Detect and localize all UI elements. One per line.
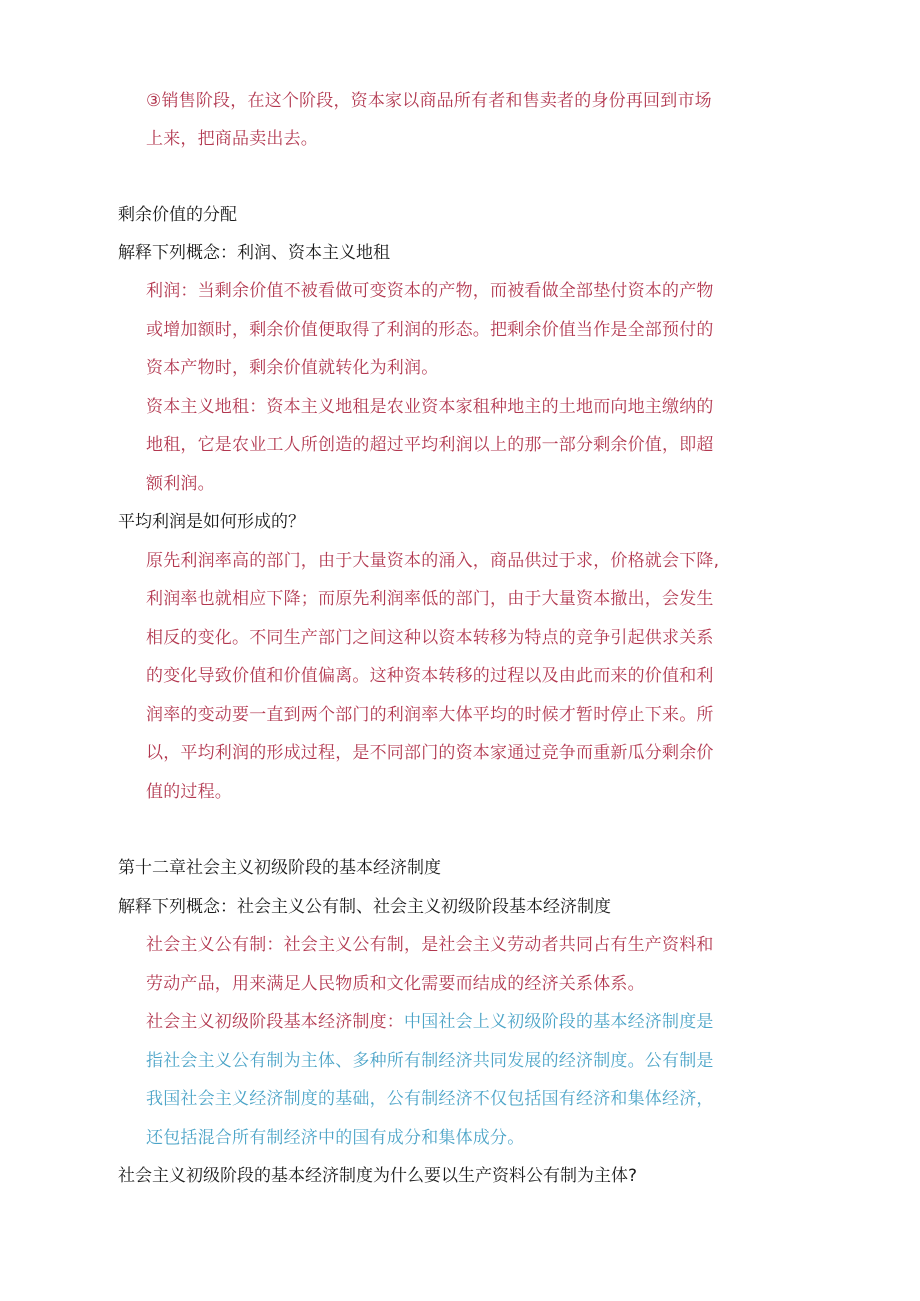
rent-definition-line-3: 额利润。: [146, 474, 215, 494]
rent-definition-line-1: 资本主义地租：资本主义地租是农业资本家租种地主的土地而向地主缴纳的: [146, 397, 714, 417]
average-profit-answer-line-1: 原先利润率高的部门，由于大量资本的涌入，商品供过于求，价格就会下降,: [146, 551, 720, 571]
profit-definition-line-1: 利润：当剩余价值不被看做可变资本的产物，而被看做全部垫付资本的产物: [146, 281, 714, 301]
basic-system-term: 社会主义初级阶段基本经济制度：: [146, 1012, 404, 1032]
question-average-profit: 平均利润是如何形成的？: [118, 512, 305, 532]
basic-system-definition-line-1: [146, 1010, 714, 1034]
average-profit-answer-line-5: 润率的变动要一直到两个部门的利润率大体平均的时候才暂时停止下来。所: [146, 705, 714, 725]
sales-stage-line-2: 上来，把商品卖出去。: [146, 129, 318, 149]
average-profit-answer-line-3: 相反的变化。不同生产部门之间这种以资本转移为特点的竞争引起供求关系: [146, 628, 714, 648]
average-profit-answer-line-2: 利润率也就相应下降；而原先利润率低的部门，由于大量资本撤出，会发生: [146, 589, 714, 609]
chapter-12-title: 第十二章社会主义初级阶段的基本经济制度: [118, 858, 441, 878]
public-ownership-definition-line-1: 社会主义公有制：社会主义公有制，是社会主义劳动者共同占有生产资料和: [146, 935, 714, 955]
question-concepts-public-ownership: 解释下列概念：社会主义公有制、社会主义初级阶段基本经济制度: [118, 897, 611, 917]
sales-stage-line-1: ③销售阶段，在这个阶段，资本家以商品所有者和售卖者的身份再回到市场: [146, 91, 712, 111]
section-heading-surplus-value: 剩余价值的分配: [118, 205, 237, 225]
basic-system-definition-line-2: 指社会主义公有制为主体、多种所有制经济共同发展的经济制度。公有制是: [146, 1051, 714, 1071]
profit-definition-line-3: 资本产物时，剩余价值就转化为利润。: [146, 358, 439, 378]
question-concepts-profit-rent: 解释下列概念：利润、资本主义地租: [118, 243, 390, 263]
basic-system-definition-line-4: 还包括混合所有制经济中的国有成分和集体成分。: [146, 1128, 525, 1148]
average-profit-answer-line-4: 的变化导致价值和价值偏离。这种资本转移的过程以及由此而来的价值和利: [146, 666, 714, 686]
public-ownership-definition-line-2: 劳动产品，用来满足人民物质和文化需要而结成的经济关系体系。: [146, 974, 645, 994]
average-profit-answer-line-6: 以，平均利润的形成过程，是不同部门的资本家通过竞争而重新瓜分剩余价: [146, 743, 714, 763]
question-why-public-ownership-dominant: 社会主义初级阶段的基本经济制度为什么要以生产资料公有制为主体?: [118, 1166, 638, 1186]
rent-definition-line-2: 地租，它是农业工人所创造的超过平均利润以上的那一部分剩余价值，即超: [146, 435, 714, 455]
basic-system-definition-start: 中国社会上义初级阶段的基本经济制度是: [404, 1012, 714, 1032]
profit-definition-line-2: 或增加额时，剩余价值便取得了利润的形态。把剩余价值当作是全部预付的: [146, 320, 714, 340]
average-profit-answer-line-7: 值的过程。: [146, 782, 232, 802]
basic-system-definition-line-3: 我国社会主义经济制度的基础，公有制经济不仅包括国有经济和集体经济，: [146, 1089, 714, 1109]
